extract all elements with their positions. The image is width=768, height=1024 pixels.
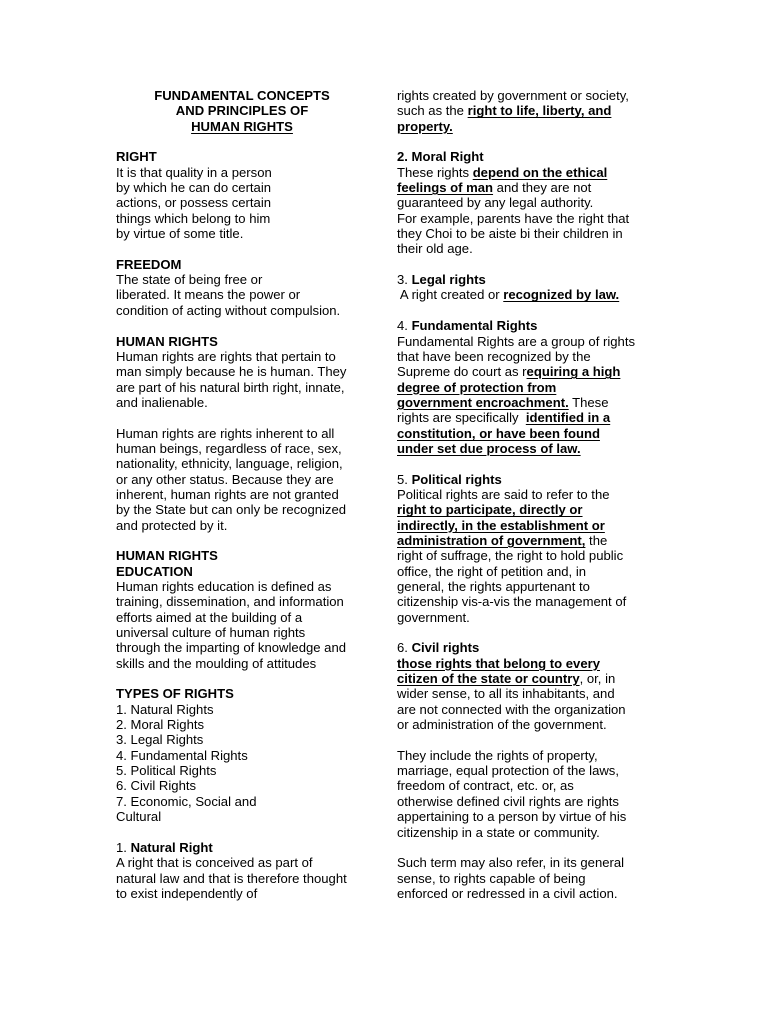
section-heading-hre: EDUCATION [116,563,193,579]
text-line: office, the right of petition and, in [397,563,587,579]
list-item: 1. Natural Rights [116,701,214,717]
text-line [397,410,655,425]
emphasis-text: right to participate, directly or [397,502,583,518]
text-run: A right created or [397,287,504,303]
text-line [397,103,655,118]
text-line: right of suffrage, the right to hold public [397,548,624,564]
text-line: The state of being free or [116,272,263,288]
list-item: 5. Political Rights [116,763,217,779]
section-heading-text: Fundamental Rights [411,318,538,334]
section-heading-types: TYPES OF RIGHTS [116,686,234,702]
text-line: and protected by it. [116,517,228,533]
text-line: government. [397,609,470,625]
left-column [116,88,374,901]
section-heading-text: Legal rights [411,272,486,288]
section-heading-text: Political rights [411,471,502,487]
text-line: by which he can do certain [116,180,272,196]
section-number: 4. [397,318,412,334]
text-line: freedom of contract, etc. or, as [397,778,574,794]
emphasis-text: equiring a high [526,364,621,380]
text-line [397,180,655,195]
text-line: general, the rights appurtenant to [397,579,590,594]
emphasis-text: recognized by law. [503,287,620,303]
text-line: by the State but can only be recognized [116,502,347,518]
text-line: Human rights education is defined as [116,579,332,594]
right-column [397,88,655,901]
title-line: FUNDAMENTAL CONCEPTS [154,88,330,103]
text-run: Supreme do court as r [397,364,527,380]
emphasis-text: degree of protection from [397,379,557,395]
text-line: man simply because he is human. They [116,364,347,380]
emphasis-text: property. [397,118,453,134]
text-line: universal culture of human rights [116,625,306,641]
text-run: and they are not [493,180,592,196]
text-line: inherent, human rights are not granted [116,486,339,502]
section-heading-text: Civil rights [411,640,480,656]
section-heading-political-rights [397,472,655,487]
text-line: Fundamental Rights are a group of rights [397,333,636,349]
text-line: Such term may also refer, in its general [397,855,625,871]
text-line: Human rights are rights inherent to all [116,425,335,441]
text-line: otherwise defined civil rights are rights [397,793,619,809]
text-line: wider sense, to all its inhabitants, and [397,686,615,702]
text-run: such as the [397,103,468,119]
emphasis-text: those rights that belong to every [397,655,600,671]
text-line: guaranteed by any legal authority. [397,195,594,211]
text-run: the [585,532,608,548]
text-line [397,671,655,686]
text-line [397,533,655,548]
text-run: rights are specifically [397,410,526,426]
text-line: to exist independently of [116,885,258,901]
title-line: HUMAN RIGHTS [191,118,293,134]
list-item: Cultural [116,809,162,825]
text-line: training, dissemination, and information [116,594,344,610]
section-heading-natural-right [116,840,374,855]
emphasis-text: citizen of the state or country [397,671,580,687]
document-title [116,88,368,134]
text-run: , or, in [579,671,616,687]
text-line: by virtue of some title. [116,226,244,242]
emphasis-text: government encroachment. [397,394,569,410]
text-line: efforts aimed at the building of a [116,609,303,625]
text-line: nationality, ethnicity, language, religion, [116,456,343,472]
emphasis-text: constitution, or have been found [397,425,600,441]
text-line: skills and the moulding of attitudes [116,655,317,671]
emphasis-text: depend on the ethical [472,164,608,180]
text-line: citizenship in a state or community. [397,824,600,840]
text-line: they Choi to be aiste bi their children in [397,226,623,242]
section-number: 3. [397,272,412,288]
text-line: or administration of the government. [397,717,607,733]
section-heading-hre: HUMAN RIGHTS [116,548,218,564]
text-run: These rights [397,164,473,180]
section-number: 5. [397,471,412,487]
text-line: and inalienable. [116,394,208,410]
list-item: 7. Economic, Social and [116,793,257,809]
list-item: 3. Legal Rights [116,732,204,748]
text-line: sense, to rights capable of being [397,870,586,886]
section-heading-fundamental-rights [397,318,655,333]
text-line: appertaining to a person by virtue of his [397,809,627,825]
text-line: through the imparting of knowledge and [116,640,347,656]
section-heading-moral-right: 2. Moral Right [397,149,484,165]
section-heading-right: RIGHT [116,149,157,165]
section-heading-civil-rights [397,640,655,655]
text-line: that have been recognized by the [397,348,591,364]
text-run: These [568,394,609,410]
emphasis-text: feelings of man [397,180,494,196]
text-line: citizenship vis-a-vis the management of [397,594,627,610]
text-line: Political rights are said to refer to the [397,486,610,502]
section-heading-legal-rights [397,272,655,287]
emphasis-text: identified in a [525,410,611,426]
list-item: 6. Civil Rights [116,778,197,794]
emphasis-text: right to life, liberty, and [467,103,612,119]
text-line [397,287,655,302]
text-line [397,395,655,410]
text-line: actions, or possess certain [116,195,272,211]
text-line: marriage, equal protection of the laws, [397,763,619,779]
section-number: 6. [397,640,412,656]
text-line: condition of acting without compulsion. [116,302,341,318]
section-heading-freedom: FREEDOM [116,256,182,272]
text-line: For example, parents have the right that [397,210,630,226]
emphasis-text: indirectly, in the establishment or [397,517,605,533]
text-line: natural law and that is therefore thought [116,870,347,886]
text-line: Human rights are rights that pertain to [116,348,336,364]
list-item: 2. Moral Rights [116,717,205,733]
text-line: are not connected with the organization [397,701,626,717]
text-line: things which belong to him [116,210,271,226]
text-line: liberated. It means the power or [116,287,301,303]
section-number: 1. [116,839,131,855]
emphasis-text: administration of government, [397,532,586,548]
text-line: rights created by government or society, [397,88,629,103]
text-line: They include the rights of property, [397,747,598,763]
text-line: enforced or redressed in a civil action. [397,885,618,901]
text-line: their old age. [397,241,473,257]
text-line: or any other status. Because they are [116,471,334,487]
text-line [397,165,655,180]
text-line: A right that is conceived as part of [116,855,313,871]
text-line [397,364,655,379]
emphasis-text: under set due process of law. [397,440,581,456]
section-heading-human-rights: HUMAN RIGHTS [116,333,218,349]
section-heading-text: Natural Right [130,839,213,855]
list-item: 4. Fundamental Rights [116,747,248,763]
title-line: AND PRINCIPLES OF [175,103,309,119]
text-line: human beings, regardless of race, sex, [116,440,342,456]
text-line: are part of his natural birth right, innate, [116,379,345,395]
text-line: It is that quality in a person [116,164,272,180]
